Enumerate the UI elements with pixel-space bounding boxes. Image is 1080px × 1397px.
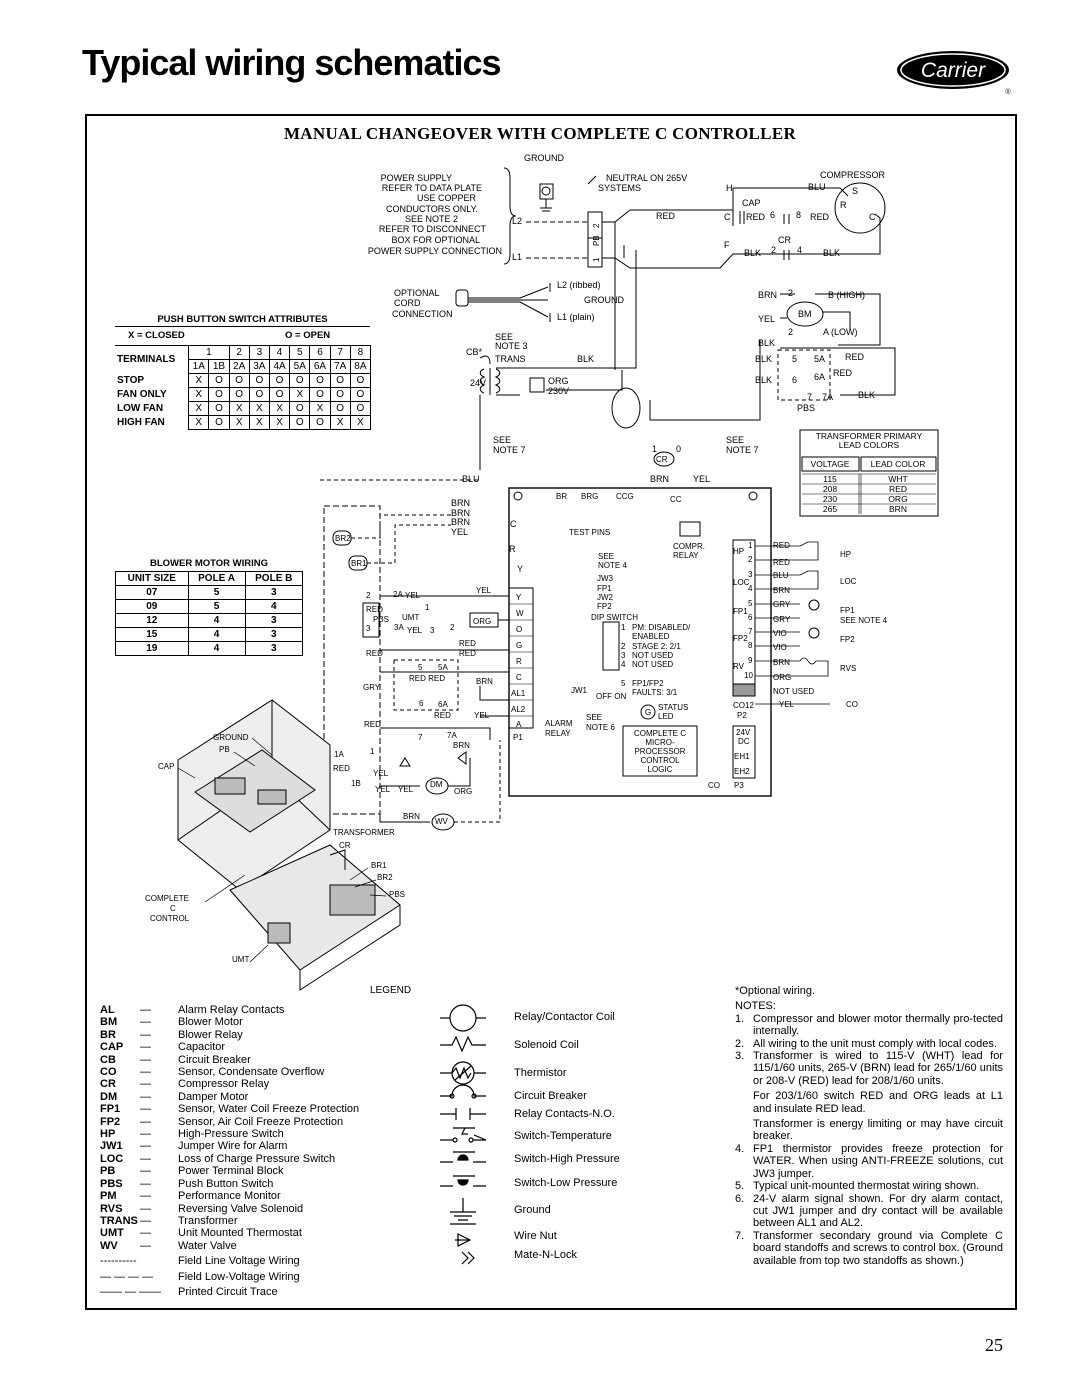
svg-text:CONTROL: CONTROL (150, 914, 190, 923)
svg-text:BLK: BLK (577, 354, 595, 364)
svg-text:NOTE 4: NOTE 4 (598, 561, 627, 570)
svg-text:BLU: BLU (773, 571, 789, 580)
svg-text:R: R (840, 200, 847, 210)
svg-text:7A: 7A (822, 392, 834, 402)
svg-text:ORG: ORG (473, 617, 492, 626)
svg-text:GRY: GRY (773, 615, 791, 624)
legend-symbols (440, 1005, 486, 1264)
svg-text:8: 8 (748, 641, 753, 650)
svg-text:3A: 3A (394, 623, 404, 632)
svg-text:BLU: BLU (808, 182, 826, 192)
svg-text:NOTE 7: NOTE 7 (493, 445, 526, 455)
svg-text:5: 5 (792, 354, 798, 364)
svg-text:Ground: Ground (514, 1204, 551, 1216)
svg-text:WV: WV (435, 817, 448, 826)
svg-text:7: 7 (807, 392, 813, 402)
svg-text:2: 2 (621, 642, 626, 651)
svg-text:CCG: CCG (616, 492, 634, 501)
svg-text:5A: 5A (814, 354, 826, 364)
svg-text:JW1: JW1 (571, 686, 587, 695)
svg-text:USE COPPER: USE COPPER (416, 193, 476, 203)
svg-text:OFF ON: OFF ON (596, 692, 627, 701)
svg-text:Relay/Contactor Coil: Relay/Contactor Coil (514, 1011, 615, 1023)
svg-text:YEL: YEL (476, 586, 492, 595)
svg-text:3: 3 (748, 570, 753, 579)
svg-text:BR: BR (556, 492, 568, 501)
svg-text:FP2: FP2 (733, 634, 748, 643)
svg-text:C: C (516, 673, 522, 682)
svg-text:4: 4 (797, 245, 803, 255)
svg-text:HP: HP (840, 550, 852, 559)
svg-text:Y: Y (517, 564, 524, 574)
svg-text:Mate-N-Lock: Mate-N-Lock (514, 1249, 577, 1261)
svg-text:STAGE 2: 2/1: STAGE 2: 2/1 (632, 642, 681, 651)
svg-text:ORG: ORG (548, 376, 569, 386)
svg-text:PBS: PBS (797, 403, 816, 413)
svg-text:S: S (852, 186, 859, 196)
control-box-illustration (178, 700, 400, 990)
svg-text:BRN: BRN (451, 517, 471, 527)
svg-text:2: 2 (788, 288, 794, 298)
svg-text:GROUND: GROUND (584, 295, 624, 305)
svg-text:RED: RED (773, 558, 790, 567)
svg-text:1: 1 (621, 623, 626, 632)
svg-text:RED: RED (366, 649, 383, 658)
svg-text:NOT USED: NOT USED (632, 660, 674, 669)
svg-text:BRN: BRN (453, 741, 470, 750)
svg-text:5A: 5A (438, 663, 448, 672)
svg-text:BLK: BLK (823, 248, 841, 258)
svg-text:4: 4 (621, 660, 626, 669)
svg-text:C: C (724, 212, 731, 222)
svg-text:LED: LED (658, 712, 674, 721)
svg-text:Switch-High Pressure: Switch-High Pressure (514, 1153, 620, 1165)
svg-text:DM: DM (430, 780, 443, 789)
svg-text:WHT: WHT (888, 474, 908, 484)
svg-text:L1 (plain): L1 (plain) (557, 312, 595, 322)
svg-text:BRN: BRN (889, 504, 907, 514)
svg-text:C: C (170, 904, 176, 913)
svg-text:Switch-Low Pressure: Switch-Low Pressure (514, 1177, 618, 1189)
svg-text:PBS: PBS (373, 615, 390, 624)
svg-text:5: 5 (748, 599, 753, 608)
svg-text:BLK: BLK (755, 375, 773, 385)
svg-text:NOTE 6: NOTE 6 (586, 723, 615, 732)
svg-text:6: 6 (792, 375, 798, 385)
svg-text:FP2: FP2 (597, 602, 612, 611)
svg-text:2: 2 (771, 245, 777, 255)
svg-text:LOC: LOC (733, 578, 750, 587)
svg-text:PB: PB (219, 745, 230, 754)
svg-text:YEL: YEL (375, 785, 391, 794)
schematic-subtitle: MANUAL CHANGEOVER WITH COMPLETE C CONTROLLER (283, 124, 797, 143)
neutral-label: NEUTRAL ON 265V (606, 173, 688, 183)
svg-text:FP1: FP1 (840, 606, 855, 615)
svg-text:NOT USED: NOT USED (632, 651, 674, 660)
svg-text:LOC: LOC (840, 577, 857, 586)
svg-text:L2 (ribbed): L2 (ribbed) (557, 280, 601, 290)
svg-text:LEAD COLORS: LEAD COLORS (838, 440, 900, 450)
svg-text:VOLTAGE: VOLTAGE (810, 459, 850, 469)
svg-text:3: 3 (366, 624, 371, 633)
svg-text:RED: RED (434, 711, 451, 720)
legend-title: LEGEND (370, 985, 412, 996)
svg-text:A: A (516, 720, 522, 729)
svg-text:ENABLED: ENABLED (632, 632, 670, 641)
svg-text:CR: CR (656, 455, 668, 464)
svg-text:R: R (509, 544, 516, 554)
svg-text:NOTE 3: NOTE 3 (495, 341, 528, 351)
svg-text:GRY: GRY (363, 683, 381, 692)
svg-text:BLK: BLK (758, 338, 776, 348)
svg-text:7A: 7A (447, 731, 457, 740)
svg-text:R: R (516, 657, 522, 666)
svg-text:CONNECTION: CONNECTION (392, 309, 453, 319)
svg-text:6: 6 (770, 210, 776, 220)
power-supply-text (368, 173, 502, 256)
svg-text:BRN: BRN (650, 474, 670, 484)
svg-text:BLK: BLK (744, 248, 762, 258)
svg-text:BR1: BR1 (351, 559, 367, 568)
svg-text:BLK: BLK (755, 354, 773, 364)
svg-text:5: 5 (621, 679, 626, 688)
page-title: Typical wiring schematics (82, 42, 501, 83)
svg-text:1: 1 (370, 747, 375, 756)
svg-text:YEL: YEL (758, 314, 776, 324)
svg-text:YEL: YEL (474, 711, 490, 720)
svg-text:RELAY: RELAY (545, 729, 571, 738)
svg-text:UMT: UMT (232, 955, 250, 964)
svg-text:GRY: GRY (773, 600, 791, 609)
svg-text:CO: CO (846, 700, 858, 709)
svg-text:COMPLETE C: COMPLETE C (633, 729, 687, 738)
svg-text:ALARM: ALARM (545, 719, 573, 728)
svg-text:7: 7 (418, 733, 423, 742)
svg-text:GROUND: GROUND (213, 733, 249, 742)
svg-text:PM: DISABLED/: PM: DISABLED/ (632, 623, 691, 632)
svg-text:Carrier: Carrier (920, 59, 986, 82)
svg-text:BRN: BRN (773, 586, 790, 595)
svg-text:RED: RED (366, 605, 383, 614)
optional-cord-label: OPTIONAL (394, 288, 440, 298)
svg-text:CONDUCTORS ONLY.: CONDUCTORS ONLY. (385, 204, 478, 214)
svg-text:6A: 6A (438, 700, 448, 709)
svg-text:NOT USED: NOT USED (773, 687, 815, 696)
ground-label: GROUND (524, 153, 564, 163)
svg-text:FP1: FP1 (597, 584, 612, 593)
svg-text:W: W (516, 609, 524, 618)
svg-text:ORG: ORG (888, 494, 908, 504)
svg-text:RED: RED (459, 649, 476, 658)
svg-text:CO12: CO12 (733, 701, 754, 710)
svg-text:9: 9 (748, 656, 753, 665)
svg-text:PB: PB (592, 235, 601, 246)
svg-text:BRN: BRN (758, 290, 778, 300)
svg-text:SYSTEMS: SYSTEMS (598, 183, 642, 193)
svg-text:LEAD COLOR: LEAD COLOR (870, 459, 926, 469)
svg-text:208: 208 (822, 484, 838, 494)
svg-text:1A: 1A (334, 750, 344, 759)
svg-text:BRN: BRN (403, 812, 420, 821)
svg-text:BR1: BR1 (371, 861, 387, 870)
svg-text:AL2: AL2 (511, 705, 526, 714)
svg-text:EH1: EH1 (734, 752, 750, 761)
svg-text:2: 2 (366, 591, 371, 600)
svg-text:VIO: VIO (773, 643, 787, 652)
svg-text:DC: DC (738, 737, 750, 746)
svg-text:BRN: BRN (773, 658, 790, 667)
svg-text:MICRO-: MICRO- (645, 738, 675, 747)
notes-section: *Optional wiring. NOTES: 1. Compressor and blower motor thermally pro-tected internally. 2. All wiring to the unit must comply with local codes. 3. Transformer is wired to 115-V (WHT) lead for 115/1/60 units, 265-V (BRN) lead for 265/1/60 units or 208-V (RED) lead for 208/1/60 units. For 203/1/60 switch RED and ORG leads at L1 and insulate RED lead. Transformer is energy limiting or may have circuit breaker. 4. FP1 thermistor provides freeze protection for WATER. When using ANTI-FREEZE solutions, cut JW3 jumper. 5. Typical unit-mounted thermostat wiring shown. 6. 24-V alarm signal shown. For dry alarm contact, cut JW1 jumper and dry contact will be available between AL1 and AL2. 7. Transformer secondary ground via Complete C board standoffs and screws to control box. (Ground available from top two standoffs as shown.) (735, 985, 1003, 1267)
svg-text:BRN: BRN (451, 508, 471, 518)
svg-text:RED: RED (845, 352, 865, 362)
svg-text:P1: P1 (513, 733, 523, 742)
svg-text:PROCESSOR: PROCESSOR (634, 747, 686, 756)
svg-text:5: 5 (418, 663, 423, 672)
svg-text:P2: P2 (737, 711, 747, 720)
blower-table-title: BLOWER MOTOR WIRING (149, 558, 269, 569)
svg-text:C: C (510, 519, 517, 529)
svg-text:G: G (645, 708, 652, 717)
page-number: 25 (985, 1335, 1003, 1355)
svg-text:CO: CO (708, 781, 720, 790)
svg-text:CAP: CAP (158, 762, 175, 771)
svg-text:SEE: SEE (495, 332, 514, 342)
svg-text:Thermistor: Thermistor (514, 1067, 567, 1079)
svg-text:2A: 2A (393, 590, 403, 599)
svg-text:JW2: JW2 (597, 593, 613, 602)
svg-text:Relay Contacts-N.O.: Relay Contacts-N.O. (514, 1108, 615, 1120)
svg-text:265: 265 (822, 504, 838, 514)
svg-text:RED: RED (833, 368, 853, 378)
svg-text:VIO: VIO (773, 629, 787, 638)
svg-text:2: 2 (592, 223, 601, 228)
svg-text:3: 3 (430, 626, 435, 635)
svg-text:4: 4 (748, 584, 753, 593)
svg-text:REFER TO DATA PLATE: REFER TO DATA PLATE (381, 183, 482, 193)
svg-text:BR2: BR2 (335, 534, 351, 543)
svg-text:SEE NOTE 2: SEE NOTE 2 (404, 214, 458, 224)
svg-text:RED: RED (746, 212, 766, 222)
svg-text:0: 0 (676, 444, 682, 454)
svg-text:Switch-Temperature: Switch-Temperature (514, 1130, 612, 1142)
svg-text:RED: RED (773, 541, 790, 550)
svg-text:BRN: BRN (476, 677, 493, 686)
svg-text:YEL: YEL (779, 700, 795, 709)
legend-list: AL — Alarm Relay Contacts BM — Blower Motor BR — Blower Relay CAP — Capacitor CB — Circuit Breaker CO — Sensor, Condensate Overflow CR — Compressor Relay DM — Damper Motor FP1 — Sensor, Water Coil Freeze Protection FP2 — Sensor, Air Coil Freeze Protection HP — High-Pressure Switch JW1 — Jumper Wire for Alarm LOC — Loss of Charge Pressure Switch PB — Power Terminal Block PBS — Push Button Switch PM — Performance Monitor RVS — Reversing Valve Solenoid TRANS — Transformer UMT — Unit Mounted Thermostat WV — Water Valve ---------- Field Line Voltage Wiring — — — — Field Low-Voltage Wiring —— — —— Printed Circuit Trace (100, 1004, 360, 1298)
svg-text:3: 3 (621, 651, 626, 660)
svg-text:POWER SUPPLY: POWER SUPPLY (380, 173, 452, 183)
svg-text:AL1: AL1 (511, 689, 526, 698)
svg-text:6A: 6A (814, 372, 826, 382)
svg-text:2: 2 (788, 327, 794, 337)
svg-text:JW3: JW3 (597, 574, 613, 583)
svg-text:COMPR.: COMPR. (673, 542, 705, 551)
svg-text:YEL: YEL (407, 626, 423, 635)
svg-text:10: 10 (744, 671, 753, 680)
svg-text:H: H (726, 183, 733, 193)
svg-text:RED: RED (889, 484, 907, 494)
svg-text:B (HIGH): B (HIGH) (828, 290, 865, 300)
svg-text:SEE NOTE 4: SEE NOTE 4 (840, 616, 888, 625)
svg-text:G: G (516, 641, 523, 650)
svg-text:7: 7 (748, 627, 753, 636)
svg-text:24V: 24V (736, 728, 751, 737)
svg-text:YEL: YEL (451, 527, 469, 537)
svg-text:RED: RED (656, 211, 676, 221)
svg-text:6: 6 (419, 699, 424, 708)
svg-text:CORD: CORD (394, 298, 421, 308)
svg-text:SEE: SEE (598, 552, 615, 561)
svg-text:230: 230 (822, 494, 838, 504)
svg-text:Circuit Breaker: Circuit Breaker (514, 1090, 587, 1102)
svg-text:1: 1 (652, 444, 658, 454)
svg-text:YEL: YEL (693, 474, 711, 484)
svg-text:1: 1 (592, 257, 601, 262)
svg-text:BRG: BRG (581, 492, 599, 501)
svg-text:RED RED: RED RED (409, 674, 446, 683)
svg-text:DIP SWITCH: DIP SWITCH (591, 613, 638, 622)
svg-text:1: 1 (748, 541, 753, 550)
svg-text:TEST PINS: TEST PINS (569, 528, 611, 537)
svg-text:Wire Nut: Wire Nut (514, 1230, 557, 1242)
svg-text:A (LOW): A (LOW) (823, 327, 858, 337)
svg-text:SEE: SEE (586, 713, 603, 722)
svg-text:CR: CR (778, 235, 791, 245)
svg-text:YEL: YEL (398, 785, 414, 794)
svg-text:CB*: CB* (466, 347, 483, 357)
svg-text:FP1/FP2: FP1/FP2 (632, 679, 664, 688)
svg-text:2: 2 (748, 555, 753, 564)
svg-text:TRANS: TRANS (495, 354, 526, 364)
svg-text:EH2: EH2 (734, 767, 750, 776)
svg-text:ORG: ORG (773, 673, 792, 682)
svg-text:BM: BM (798, 309, 812, 319)
push-button-table: TERMINALS 1 2 3 4 5 6 7 8 1A 1B 2A 3A 4A 5A 6A 7A 8A STOP X O O O O O O O O FAN ONLY X O O O O X O O O LOW FAN X O X X X O X O O HIGH FAN X O X X X O O X X (115, 345, 371, 430)
svg-text:F: F (724, 240, 730, 250)
svg-text:CC: CC (670, 495, 682, 504)
svg-text:YEL: YEL (373, 769, 389, 778)
svg-text:UMT: UMT (402, 613, 420, 622)
svg-text:STATUS: STATUS (658, 703, 689, 712)
svg-text:FP1: FP1 (733, 607, 748, 616)
svg-text:®: ® (1005, 89, 1011, 96)
svg-text:RED: RED (459, 639, 476, 648)
svg-text:BOX FOR OPTIONAL: BOX FOR OPTIONAL (391, 235, 480, 245)
transformer-primary-table (800, 430, 938, 516)
svg-text:HP: HP (733, 547, 745, 556)
svg-text:BLU: BLU (462, 474, 480, 484)
svg-text:SEE: SEE (493, 435, 512, 445)
svg-text:TRANSFORMER: TRANSFORMER (333, 828, 395, 837)
svg-text:230V: 230V (548, 386, 570, 396)
svg-text:ORG: ORG (454, 787, 473, 796)
svg-text:24V: 24V (470, 378, 487, 388)
svg-text:SEE: SEE (726, 435, 745, 445)
svg-text:Solenoid Coil: Solenoid Coil (514, 1039, 579, 1051)
svg-text:RV: RV (733, 662, 744, 671)
svg-text:FAULTS: 3/1: FAULTS: 3/1 (632, 688, 678, 697)
svg-text:BLK: BLK (858, 390, 876, 400)
svg-text:RED: RED (333, 764, 350, 773)
l1-label: L1 (512, 252, 523, 262)
svg-text:6: 6 (748, 613, 753, 622)
svg-text:2: 2 (450, 623, 455, 632)
svg-text:REFER TO DISCONNECT: REFER TO DISCONNECT (378, 224, 486, 234)
svg-text:RVS: RVS (840, 664, 857, 673)
l2-label: L2 (512, 216, 523, 226)
svg-text:PBS: PBS (389, 890, 406, 899)
svg-text:YEL: YEL (405, 591, 421, 600)
svg-text:RELAY: RELAY (673, 551, 699, 560)
svg-text:P3: P3 (734, 781, 744, 790)
svg-text:RED: RED (810, 212, 830, 222)
svg-text:TRANSFORMER PRIMARY: TRANSFORMER PRIMARY (815, 431, 923, 441)
svg-text:CAP: CAP (742, 198, 761, 208)
svg-text:Y: Y (516, 593, 522, 602)
svg-text:CR: CR (339, 841, 351, 850)
svg-text:1: 1 (425, 603, 430, 612)
blower-motor-table: UNIT SIZE POLE A POLE B 07 5 3 09 5 4 12 4 3 15 4 3 19 4 3 (115, 571, 303, 656)
svg-text:NOTE 7: NOTE 7 (726, 445, 759, 455)
svg-text:BRN: BRN (451, 498, 471, 508)
svg-text:BR2: BR2 (377, 873, 393, 882)
svg-text:POWER SUPPLY CONNECTION: POWER SUPPLY CONNECTION (367, 246, 502, 256)
svg-text:RED: RED (364, 720, 381, 729)
svg-text:C: C (869, 212, 876, 222)
svg-text:8: 8 (796, 210, 802, 220)
svg-text:115: 115 (823, 474, 837, 484)
svg-text:LOGIC: LOGIC (647, 765, 673, 774)
svg-text:CONTROL: CONTROL (640, 756, 680, 765)
svg-text:FP2: FP2 (840, 635, 855, 644)
push-button-table-title: PUSH BUTTON SWITCH ATTRIBUTES (157, 314, 328, 325)
compressor-label: COMPRESSOR (820, 170, 886, 180)
svg-text:COMPLETE: COMPLETE (145, 894, 190, 903)
svg-text:1B: 1B (351, 779, 361, 788)
svg-text:O: O (516, 625, 523, 634)
